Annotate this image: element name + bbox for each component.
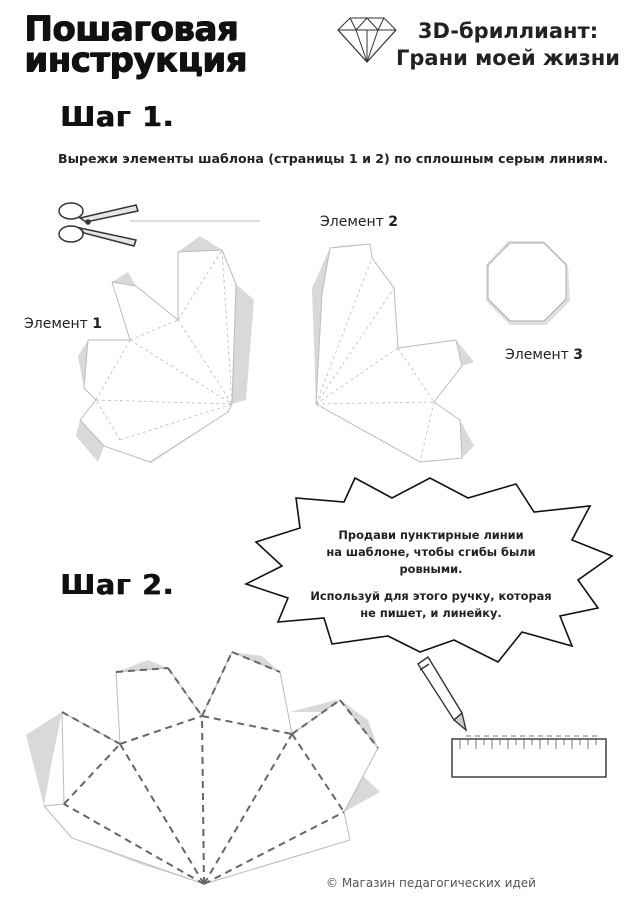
- step-2-template: [26, 652, 380, 884]
- title-line-2: инструкция: [24, 40, 247, 80]
- bubble-text-2: [300, 588, 562, 622]
- step-1-heading: Шаг 1.: [60, 100, 174, 133]
- pen-icon: [418, 657, 466, 730]
- bubble-line-4: Используй для этого ручку, которая: [310, 589, 552, 603]
- element-1-label: [24, 316, 102, 332]
- brand-title: [392, 18, 624, 72]
- bubble-line-2: на шаблоне, чтобы сгибы были: [326, 545, 536, 559]
- brand-line-2: Грани моей жизни: [395, 46, 621, 70]
- step-1-instruction: Вырежи элементы шаблона (страницы 1 и 2) по сплошным серым линиям.: [58, 151, 608, 166]
- bubble-line-1: Продави пунктирные линии: [338, 528, 524, 542]
- element-2-label: [320, 214, 398, 230]
- element-3-number: 3: [573, 347, 584, 363]
- bubble-text-1: [300, 527, 562, 578]
- bubble-line-3: ровными.: [399, 562, 463, 576]
- element-1-template: [76, 236, 254, 464]
- element-2-number: 2: [388, 214, 399, 230]
- title-line-1: Пошаговая: [24, 9, 238, 49]
- element-3-template: [486, 241, 570, 325]
- element-3-label: [505, 347, 583, 363]
- element-3-text: Элемент: [505, 347, 569, 363]
- element-1-text: Элемент: [24, 316, 88, 332]
- element-2-template: [312, 244, 474, 462]
- element-2-text: Элемент: [320, 214, 384, 230]
- scissors-icon: [59, 203, 138, 246]
- ruler-icon: [452, 736, 606, 777]
- element-1-number: 1: [92, 316, 103, 332]
- brand-line-1: 3D-бриллиант:: [417, 19, 599, 43]
- diamond-icon: [338, 18, 396, 62]
- step-2-heading: Шаг 2.: [60, 568, 174, 601]
- copyright-text: © Магазин педагогических идей: [326, 876, 536, 890]
- bubble-line-5: не пишет, и линейку.: [360, 606, 502, 620]
